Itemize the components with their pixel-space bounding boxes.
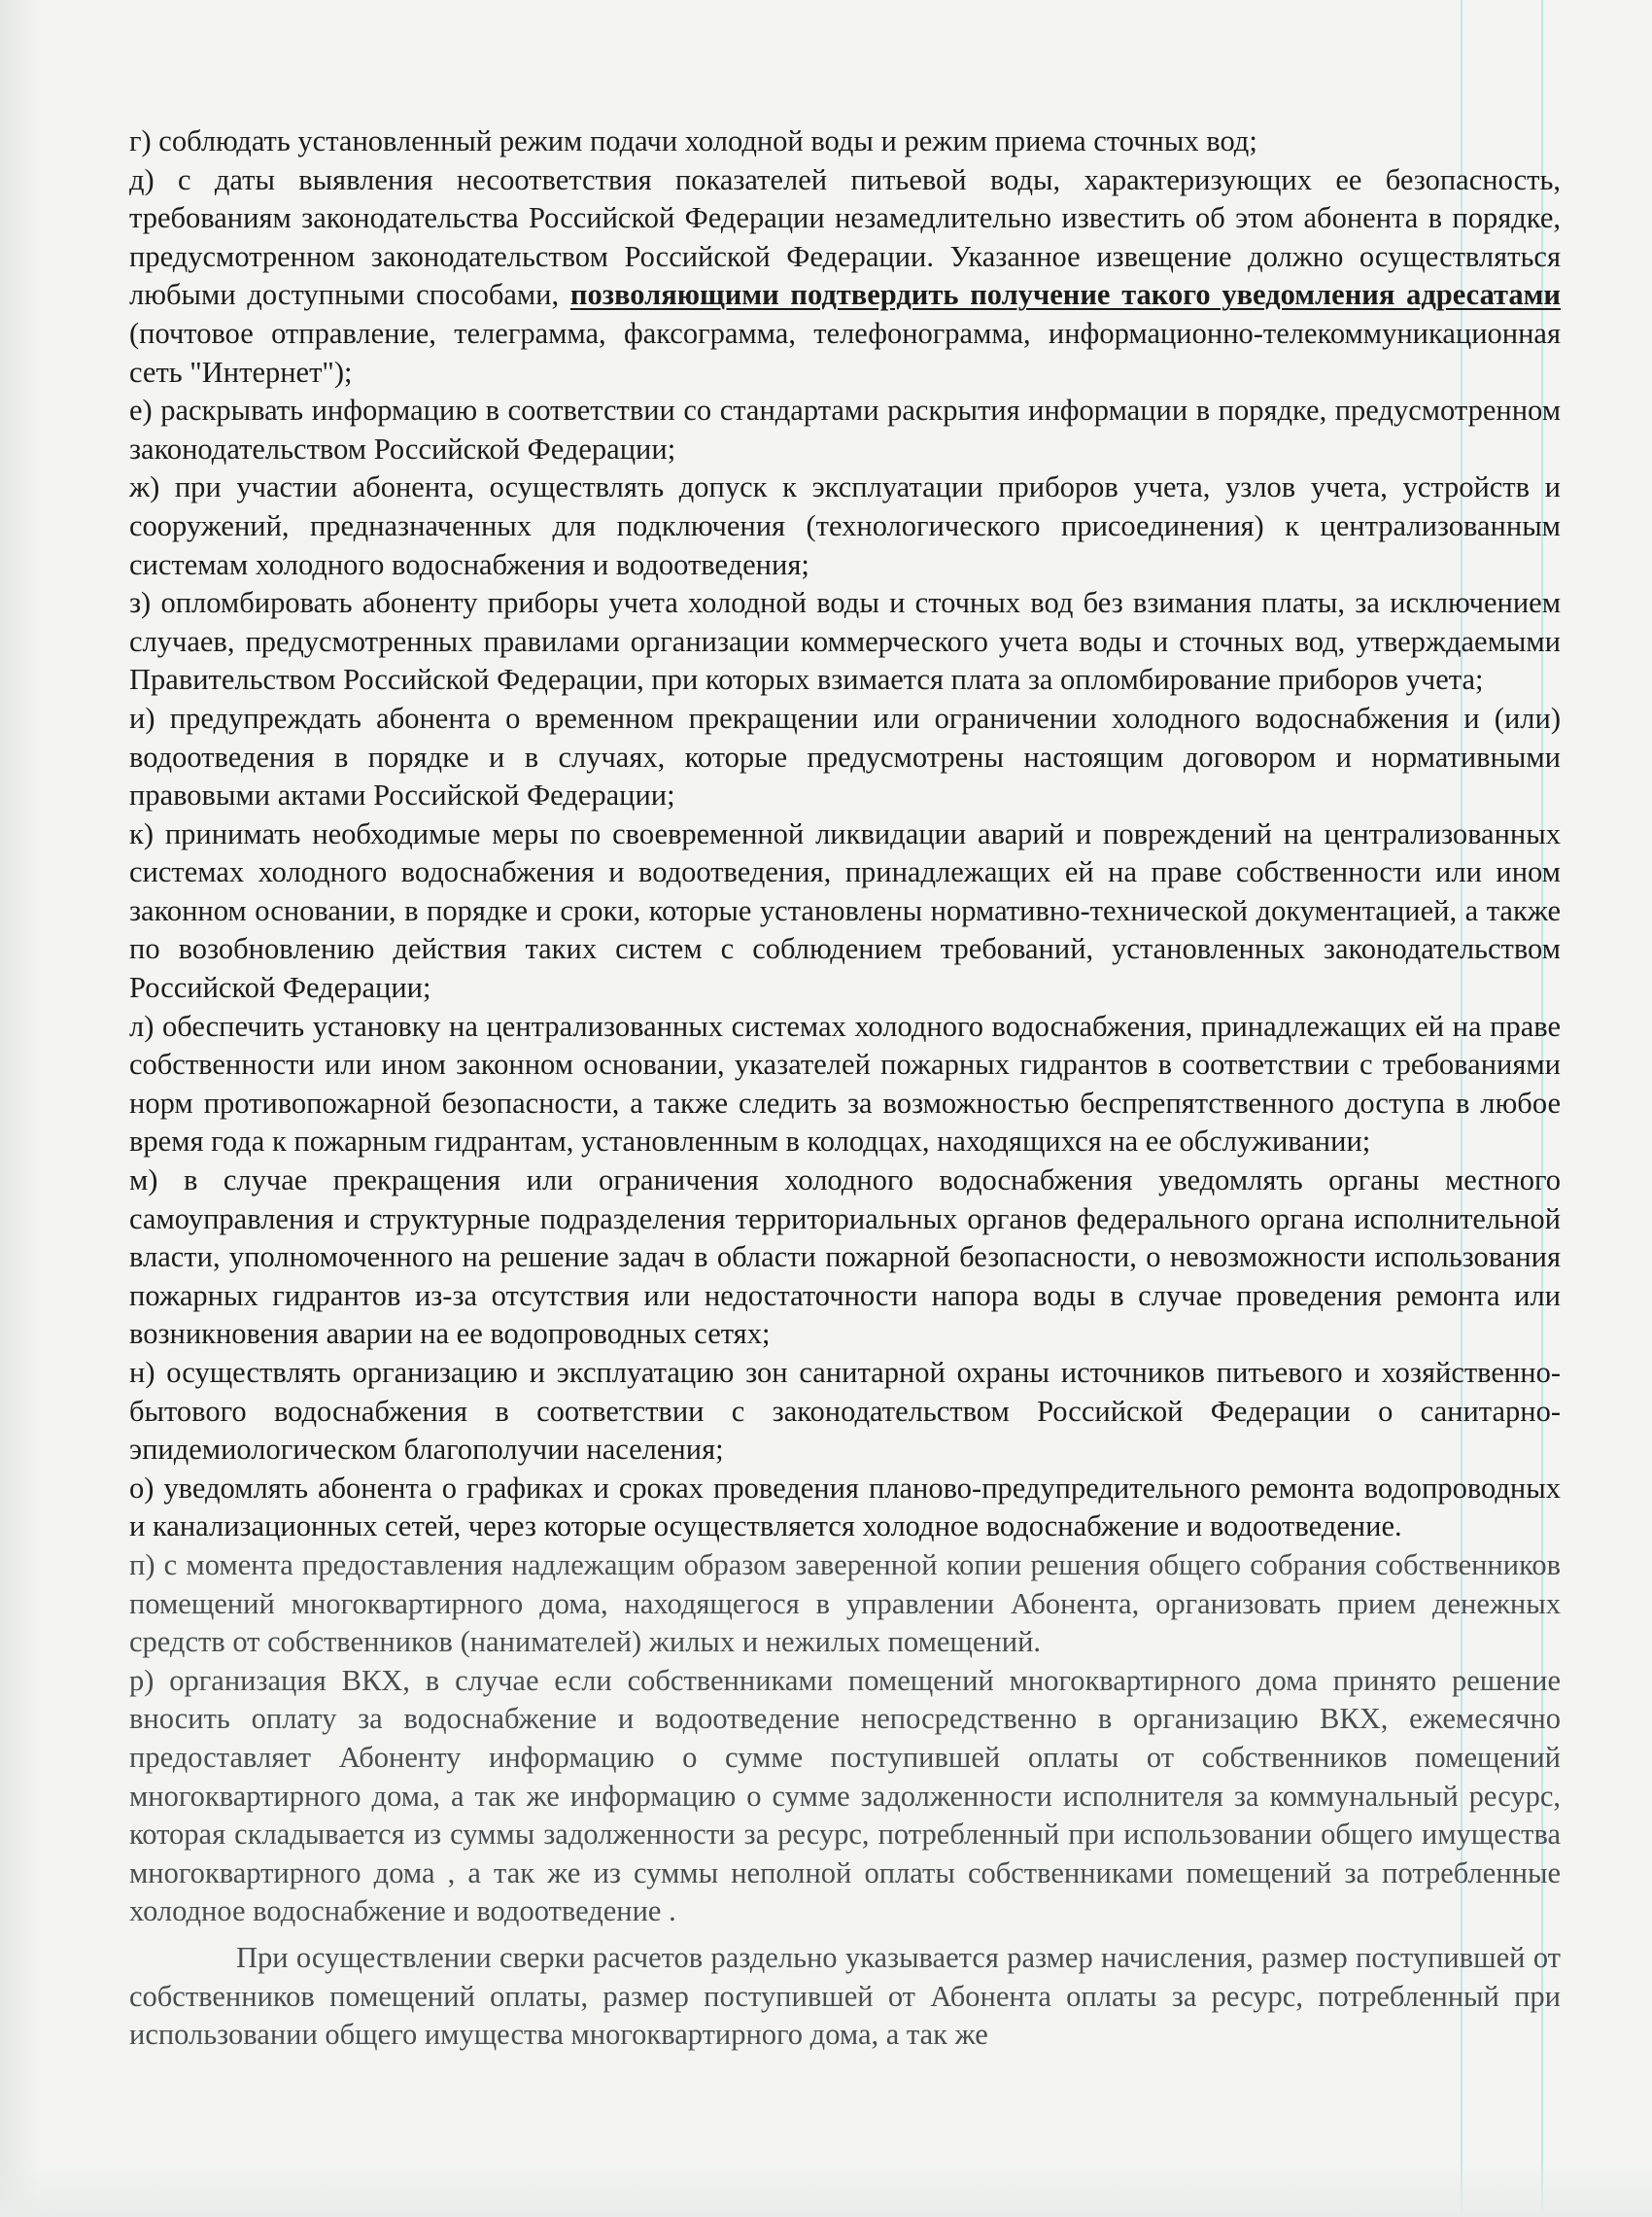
clause-k: к) принимать необходимые меры по своевременной ликвидации аварий и повреждений на централизованных системах холодного водоснабжения и водоотведения, принадлежащих ей на праве собственности или ином законном основании, в порядке и сроки, которые установлены нормативно-технической документацией, а также по возобновлению действия таких систем с соблюдением требований, установленных законодательством Российской Федерации; xyxy=(129,816,1561,1005)
clause-m: м) в случае прекращения или ограничения холодного водоснабжения уведомлять органы местного самоуправления и структурные подразделения территориальных органов федерального органа исполнительной власти, уполномоченного на решение задач в области пожарной безопасности, о невозможности использования пожарных гидрантов из-за отсутствия или недостаточности напора воды в случае проведения ремонта или возникновения аварии на ее водопроводных сетях; xyxy=(129,1163,1561,1351)
clause-r: р) организация ВКХ, в случае если собственниками помещений многоквартирного дома принято решение вносить оплату за водоснабжение и водоотведение непосредственно в организацию ВКХ, ежемесячно предоставляет Абоненту информацию о сумме поступившей оплаты от собственников помещений многоквартирного дома, а так же информацию о сумме задолженности исполнителя за коммунальный ресурс, которая складывается из суммы задолженности за ресурс, потребленный при использовании общего имущества многоквартирного дома , а так же из суммы неполной оплаты собственниками помещений за потребленные холодное водоснабжение и водоотведение . xyxy=(129,1663,1561,1928)
clause-d-emphasis: позволяющими подтвердить получение такого уведомления адресатами xyxy=(569,278,1561,312)
reconciliation-paragraph: При осуществлении сверки расчетов раздельно указывается размер начисления, размер поступившей от собственников помещений оплаты, размер поступившей от Абонента оплаты за ресурс, потребленный при использовании общего имущества многоквартирного дома, а так же xyxy=(129,1940,1561,2052)
clause-d-text-end: (почтовое отправление, телеграмма, факсограмма, телефонограмма, информационно-телекоммуникационная сеть "Интернет"); xyxy=(129,316,1561,389)
document-body xyxy=(129,122,1561,2055)
scan-bottom-band xyxy=(0,2159,1652,2217)
document-page xyxy=(129,122,1561,2055)
clause-zh: ж) при участии абонента, осуществлять допуск к эксплуатации приборов учета, узлов учета, устройств и сооружений, предназначенных для подключения (технологического присоединения) к централизованным системам холодного водоснабжения и водоотведения; xyxy=(129,470,1561,581)
clause-o: о) уведомлять абонента о графиках и сроках проведения планово-предупредительного ремонта водопроводных и канализационных сетей, через которые осуществляется холодное водоснабжение и водоотведение. xyxy=(129,1471,1561,1543)
clause-g: г) соблюдать установленный режим подачи холодной воды и режим приема сточных вод; xyxy=(129,124,1257,157)
clause-n: н) осуществлять организацию и эксплуатацию зон санитарной охраны источников питьевого и хозяйственно-бытового водоснабжения в соответствии с законодательством Российской Федерации о санитарно-эпидемиологическом благополучии населения; xyxy=(129,1356,1561,1467)
clause-z: з) опломбировать абоненту приборы учета холодной воды и сточных вод без взимания платы, за исключением случаев, предусмотренных правилами организации коммерческого учета воды и сточных вод, утверждаемыми Правительством Российской Федерации, при которых взимается плата за опломбирование приборов учета; xyxy=(129,586,1561,697)
clause-e: е) раскрывать информацию в соответствии со стандартами раскрытия информации в порядке, предусмотренном законодательством Российской Федерации; xyxy=(129,394,1561,466)
scan-edge-shadow xyxy=(0,0,39,2217)
clause-d-text: д) с даты выявления несоответствия показателей питьевой воды, характеризующих ее безопасность, требованиям законодательства Российской Федерации незамедлительно известить об этом абонента в порядке, предусмотренном законодательством Российской Федерации. Указанное извещение должно осуществляться любыми доступными способами, xyxy=(129,162,1561,312)
clause-p: п) с момента предоставления надлежащим образом заверенной копии решения общего собрания собственников помещений многоквартирного дома, находящегося в управлении Абонента, организовать прием денежных средств от собственников (нанимателей) жилых и нежилых помещений. xyxy=(129,1547,1561,1659)
clause-i: и) предупреждать абонента о временном прекращении или ограничении холодного водоснабжения и (или) водоотведения в порядке и в случаях, которые предусмотрены настоящим договором и нормативными правовыми актами Российской Федерации; xyxy=(129,701,1561,813)
clause-l: л) обеспечить установку на централизованных системах холодного водоснабжения, принадлежащих ей на праве собственности или ином законном основании, указателей пожарных гидрантов в соответствии с требованиями норм противопожарной безопасности, а также следить за возможностью беспрепятственного доступа в любое время года к пожарным гидрантам, установленным в колодцах, находящихся на ее обслуживании; xyxy=(129,1009,1561,1159)
clause-d xyxy=(129,161,1561,393)
